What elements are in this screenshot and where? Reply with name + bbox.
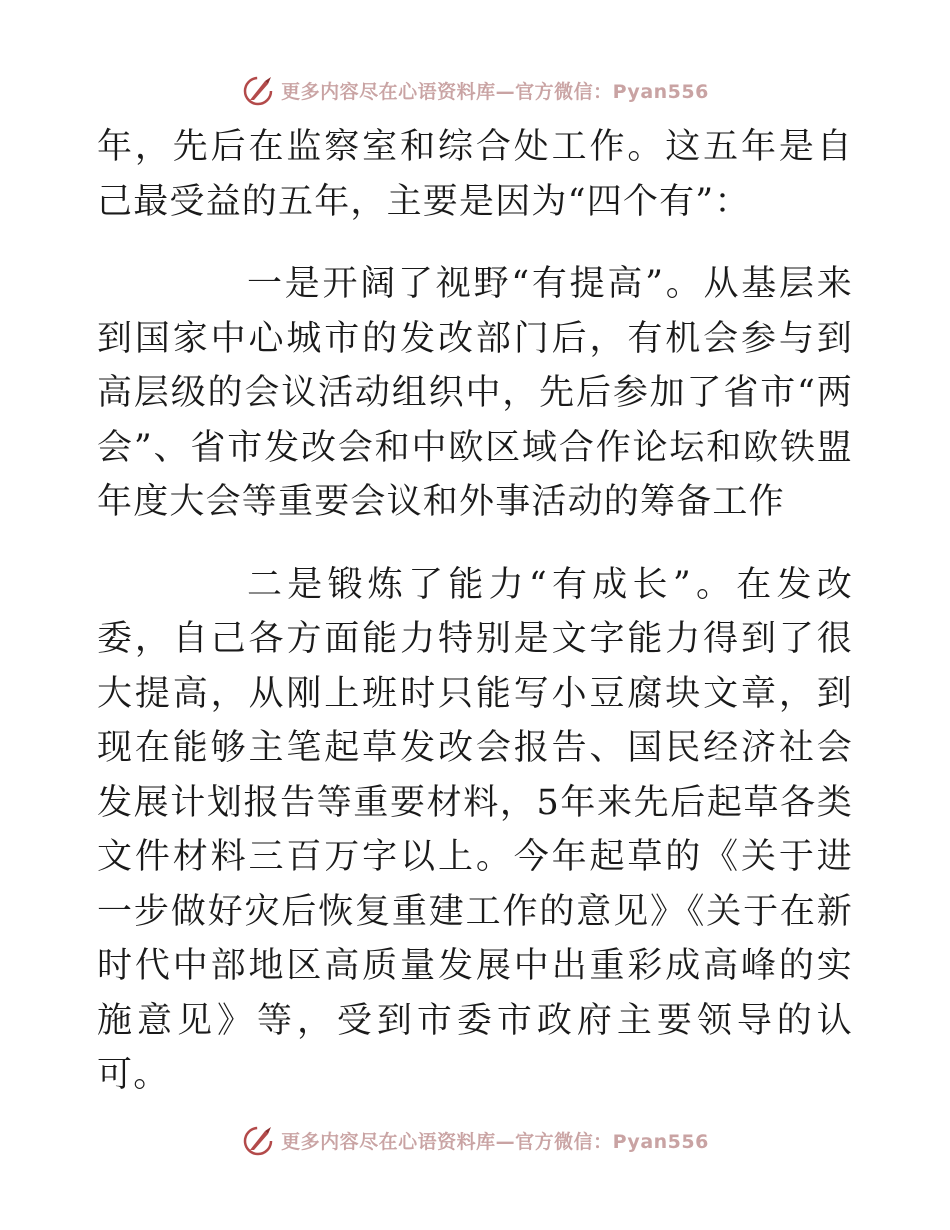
footer-watermark bbox=[0, 1120, 950, 1160]
quill-logo-icon bbox=[241, 1123, 275, 1157]
paragraph-1: 年，先后在监察室和综合处工作。这五年是自己最受益的五年，主要是因为“四个有”： bbox=[97, 127, 853, 222]
header-watermark bbox=[0, 70, 950, 110]
document-body bbox=[97, 120, 853, 1103]
header-watermark-text: 更多内容尽在心语资料库—官方微信：Pyan556 bbox=[281, 80, 709, 103]
paragraph-3: 二是锻炼了能力“有成长”。在发改委，自己各方面能力特别是文字能力得到了很大提高，从刚上班时只能写小豆腐块文章，到现在能够主笔起草发改会报告、国民经济社会发展计划报告等重要材料，5年来先后起草各类文件材料三百万字以上。今年起草的《关于进一步做好灾后恢复重建工作的意见》《关于在新时代中部地区高质量发展中出重彩成高峰的实施意见》等，受到市委市政府主要领导的认可。 bbox=[97, 564, 853, 1095]
quill-logo-icon bbox=[241, 73, 275, 107]
paragraph-2: 一是开阔了视野“有提高”。从基层来到国家中心城市的发改部门后，有机会参与到高层级的会议活动组织中，先后参加了省市“两会”、省市发改会和中欧区域合作论坛和欧铁盟年度大会等重要会议和外事活动的筹备工作 bbox=[97, 264, 853, 522]
footer-watermark-text: 更多内容尽在心语资料库—官方微信：Pyan556 bbox=[281, 1130, 709, 1153]
